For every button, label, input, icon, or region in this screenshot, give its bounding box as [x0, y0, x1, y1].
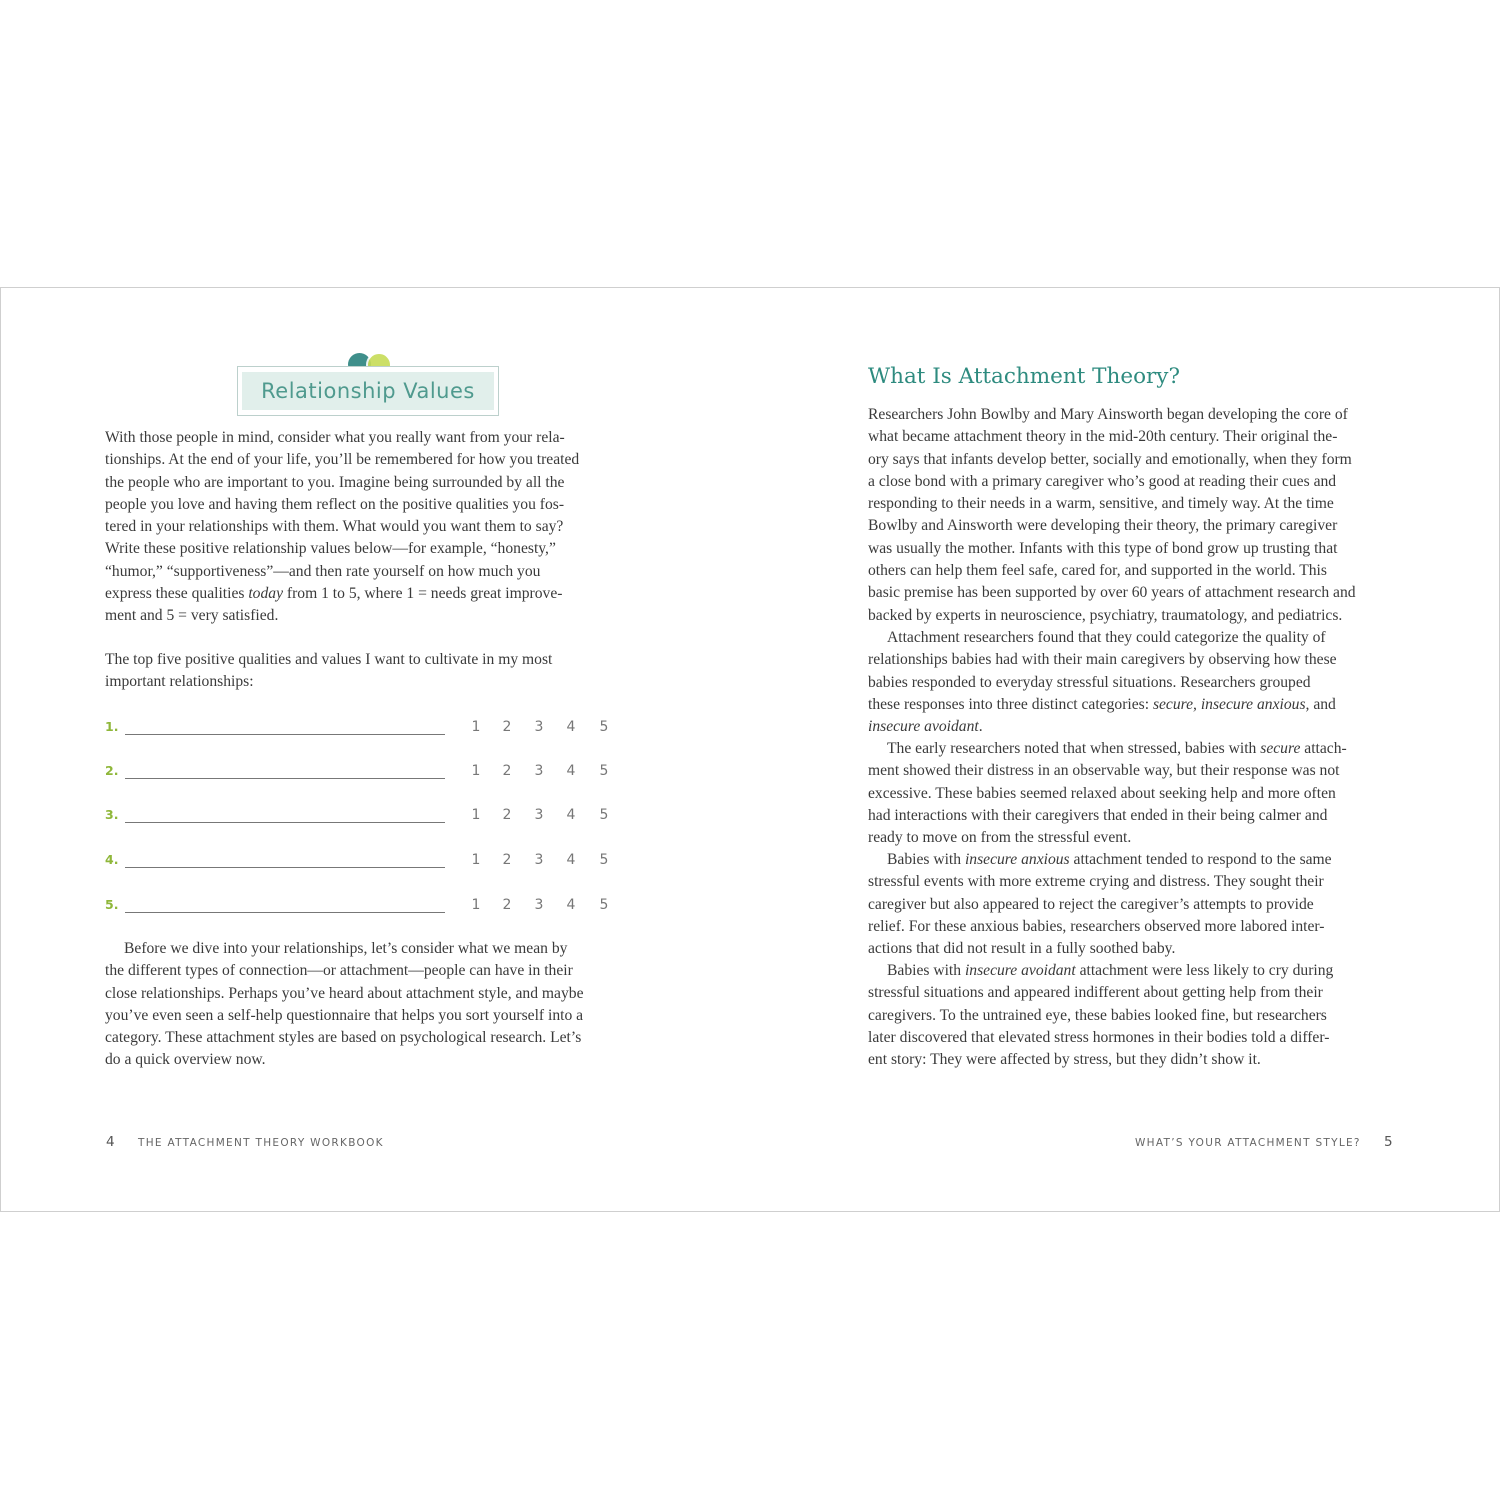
rating-1[interactable]: 1: [471, 897, 481, 913]
prompt-paragraph: The top five positive qualities and values I want to cultivate in my most important relationships:: [105, 651, 553, 691]
rating-2[interactable]: 2: [502, 763, 512, 779]
rating-5[interactable]: 5: [599, 763, 609, 779]
rating-4[interactable]: 4: [566, 897, 576, 913]
list-number: 1.: [105, 719, 119, 734]
closing-paragraph: Before we dive into your relationships, let’s consider what we mean by the different types of connection—or attachment—people can have in their close relationships. Perhaps you’ve heard about attachment style, and maybe you’ve even seen a self-help questionnaire that helps you sort yourself into a category. These attachment styles are based on psychological research. Let’s do a quick overview now.: [105, 940, 584, 1069]
value-input-line-2[interactable]: [125, 778, 445, 779]
rating-4[interactable]: 4: [566, 807, 576, 823]
intro-paragraph: With those people in mind, consider what you really want from your rela- tionships. At the end of your life, you’ll be remembered for how you treated the people who are important to you. Imagine being surrounded by all the people you love and having them reflect on the positive qualities you fos- tered in your relationships with them. What would you want them to say? Write these positive relationship values below—for example, “honesty,” “humor,” “supportiveness”—and then rate yourself on how much you express these qualities today from 1 to 5, where 1 = needs great improve- ment and 5 = very satisfied.: [105, 429, 580, 625]
rating-5[interactable]: 5: [599, 719, 609, 735]
relationship-values-box: [237, 366, 499, 416]
rating-3[interactable]: 3: [534, 897, 544, 913]
value-input-line-3[interactable]: [125, 822, 445, 823]
section-heading: What Is Attachment Theory?: [868, 364, 1180, 389]
list-number: 3.: [105, 807, 119, 822]
box-title: Relationship Values: [242, 372, 494, 410]
rating-2[interactable]: 2: [502, 852, 512, 868]
paragraph-3: The early researchers noted that when stressed, babies with secure attach- ment showed their distress in an observable way, but their response was not excessive. These babies seemed relaxed about seeking help and more often had interactions with their caregivers that ended in their being calmer and ready to move on from the stressful event.: [868, 740, 1347, 847]
paragraph-5: Babies with insecure avoidant attachment were less likely to cry during stressful situations and appeared indifferent about getting help from their caregivers. To the untrained eye, these babies looked fine, but researchers later discovered that elevated stress hormones in their bodies told a differ- ent story: They were affected by stress, but they didn’t show it.: [868, 962, 1334, 1069]
paragraph-2: Attachment researchers found that they could categorize the quality of relationships babies had with their main caregivers by observing how these babies responded to everyday stressful situations. Researchers grouped these responses into three distinct categories: secure, insecure anxious, and insecure avoidant.: [868, 629, 1337, 736]
right-running-head: WHAT’S YOUR ATTACHMENT STYLE?: [1135, 1137, 1361, 1149]
rating-3[interactable]: 3: [534, 807, 544, 823]
value-input-line-1[interactable]: [125, 734, 445, 735]
rating-2[interactable]: 2: [502, 719, 512, 735]
paragraph-1: Researchers John Bowlby and Mary Ainsworth began developing the core of what became attachment theory in the mid-20th century. Their original the- ory says that infants develop better, socially and emotionally, when they form a close bond with a primary caregiver who’s good at reading their cues and responding to their needs in a warm, sensitive, and timely way. At the time Bowlby and Ainsworth were developing their theory, the primary caregiver was usually the mother. Infants with this type of bond grow up trusting that others can help them feel safe, cared for, and supported in the world. This basic premise has been supported by over 60 years of attachment research and backed by experts in neuroscience, psychiatry, traumatology, and pediatrics.: [868, 406, 1356, 624]
list-number: 4.: [105, 852, 119, 867]
rating-5[interactable]: 5: [599, 852, 609, 868]
right-page-number: 5: [1384, 1134, 1393, 1150]
rating-5[interactable]: 5: [599, 807, 609, 823]
value-input-line-4[interactable]: [125, 867, 445, 868]
rating-3[interactable]: 3: [534, 719, 544, 735]
value-row-3: [105, 807, 625, 831]
rating-1[interactable]: 1: [471, 763, 481, 779]
value-row-4: [105, 852, 625, 876]
rating-2[interactable]: 2: [502, 897, 512, 913]
left-running-head: THE ATTACHMENT THEORY WORKBOOK: [138, 1137, 384, 1149]
rating-1[interactable]: 1: [471, 807, 481, 823]
list-number: 5.: [105, 897, 119, 912]
rating-1[interactable]: 1: [471, 719, 481, 735]
rating-1[interactable]: 1: [471, 852, 481, 868]
value-row-5: [105, 897, 625, 921]
rating-5[interactable]: 5: [599, 897, 609, 913]
rating-4[interactable]: 4: [566, 719, 576, 735]
paragraph-4: Babies with insecure anxious attachment tended to respond to the same stressful events with more extreme crying and distress. They sought their caregiver but also appeared to reject the caregiver’s attempts to provide relief. For these anxious babies, researchers observed more labored inter- actions that did not result in a fully soothed baby.: [868, 851, 1332, 958]
rating-2[interactable]: 2: [502, 807, 512, 823]
value-input-line-5[interactable]: [125, 912, 445, 913]
rating-3[interactable]: 3: [534, 852, 544, 868]
rating-3[interactable]: 3: [534, 763, 544, 779]
left-page-number: 4: [106, 1134, 115, 1150]
list-number: 2.: [105, 763, 119, 778]
rating-4[interactable]: 4: [566, 763, 576, 779]
rating-4[interactable]: 4: [566, 852, 576, 868]
value-row-1: [105, 719, 625, 743]
value-row-2: [105, 763, 625, 787]
